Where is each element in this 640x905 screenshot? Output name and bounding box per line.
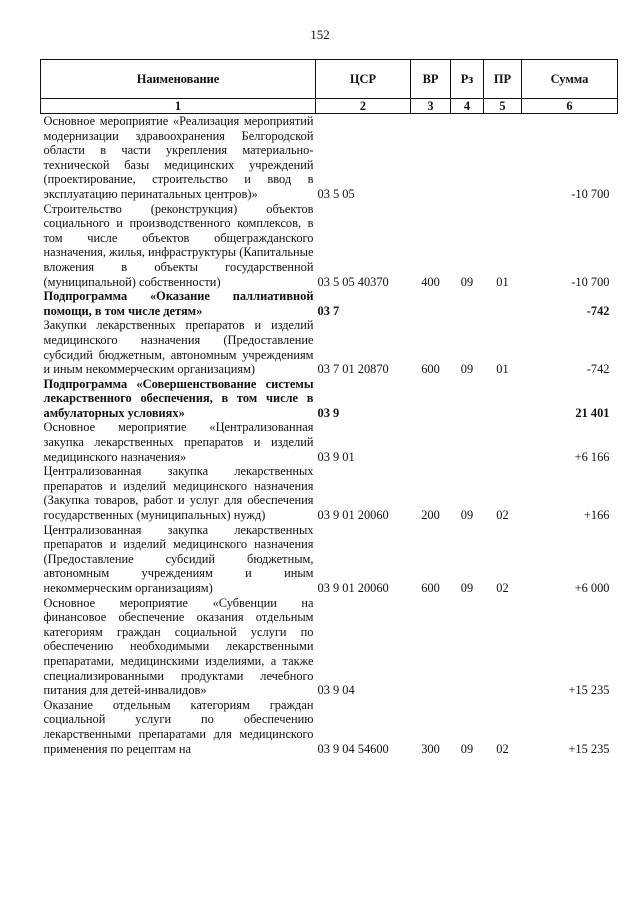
column-number-row <box>41 99 618 114</box>
row-vr: 200 <box>421 508 440 523</box>
row-pr: 02 <box>496 741 509 756</box>
header-rz: Рз <box>451 60 484 99</box>
row-sum: +15 235 <box>568 741 610 756</box>
row-name: Закупки лекарственных препаратов и изделий медицинского назначения (Предоставление субсидий бюджетным, автономным учреждениям и иным некоммерческим организациям) <box>43 318 314 377</box>
table-row <box>41 114 618 202</box>
row-rz: 09 <box>460 508 474 523</box>
row-vr: 600 <box>421 362 440 377</box>
row-csr: 03 9 04 54600 <box>317 741 389 756</box>
row-pr <box>484 377 522 421</box>
row-csr: 03 9 <box>317 405 340 420</box>
column-number: 1 <box>41 99 316 114</box>
row-csr: 03 9 01 20060 <box>317 581 389 595</box>
row-name: Строительство (реконструкция) объектов социального и производственного комплексов, в том числе объектов общегражданского назначения, жилья, инфраструктуры (Капитальные вложения в объекты государственной (муниципальной) собственности) <box>43 201 314 289</box>
row-name: Централизованная закупка лекарственных препаратов и изделий медицинского назначения (Закупка товаров, работ и услуг для обеспечения государственных (муниципальных) нужд) <box>43 464 314 523</box>
row-vr: 300 <box>421 741 440 756</box>
row-pr <box>484 289 522 318</box>
header-row <box>41 60 618 99</box>
row-sum: -10 700 <box>571 274 610 289</box>
header-vr: ВР <box>411 60 451 99</box>
row-rz: 09 <box>460 581 474 595</box>
column-number: 4 <box>451 99 484 114</box>
row-vr: 600 <box>421 581 440 595</box>
header-pr: ПР <box>484 60 522 99</box>
row-sum: 21 401 <box>575 405 610 420</box>
row-sum: +6 166 <box>574 449 610 464</box>
column-number: 6 <box>522 99 618 114</box>
table-row <box>41 318 618 376</box>
row-csr: 03 9 01 <box>317 449 355 464</box>
table-row <box>41 596 618 698</box>
row-pr: 01 <box>496 362 509 377</box>
row-rz <box>451 420 484 464</box>
row-name: Основное мероприятие «Централизованная закупка лекарственных препаратов и изделий медицинского назначения» <box>43 420 314 464</box>
row-name: Оказание отдельным категориям граждан социальной услуги по обеспечению лекарственными препаратами для медицинского применения по рецептам на <box>43 697 314 756</box>
row-pr: 01 <box>496 274 509 289</box>
row-vr: 400 <box>421 274 440 289</box>
table-row <box>41 464 618 522</box>
row-sum: +166 <box>583 508 610 523</box>
budget-table <box>40 59 618 756</box>
row-name: Подпрограмма «Оказание паллиативной помощи, в том числе детям» <box>43 289 314 318</box>
table-row <box>41 420 618 464</box>
row-rz: 09 <box>460 274 474 289</box>
row-name: Централизованная закупка лекарственных препаратов и изделий медицинского назначения (Предоставление субсидий бюджетным, автономным учреждениям и иным некоммерческим организациям) <box>43 522 314 595</box>
row-vr <box>411 114 451 202</box>
header-csr: ЦСР <box>316 60 411 99</box>
row-rz: 09 <box>460 741 474 756</box>
row-csr: 03 7 01 20870 <box>317 362 389 377</box>
row-pr: 02 <box>496 581 509 595</box>
table-row <box>41 523 618 596</box>
row-name: Основное мероприятие «Реализация мероприятий модернизации здравоохранения Белгородской области в части укрепления материально-технической базы медицинских учреждений (проектирование, строительство и ввод в эксплуатацию перинатальных центров)» <box>43 114 314 201</box>
row-vr <box>411 420 451 464</box>
row-rz <box>451 377 484 421</box>
header-name: Наименование <box>41 60 316 99</box>
row-sum: -10 700 <box>571 186 610 201</box>
row-rz <box>451 114 484 202</box>
row-rz <box>451 596 484 698</box>
row-name: Подпрограмма «Совершенствование системы лекарственного обеспечения, в том числе в амбулаторных условиях» <box>43 376 314 420</box>
row-sum: -742 <box>586 303 610 318</box>
row-sum: -742 <box>586 362 610 377</box>
row-sum: +6 000 <box>574 581 610 595</box>
row-name: Основное мероприятие «Субвенции на финансовое обеспечение оказания отдельным категориям граждан социальной услуги по обеспечению необходимыми лекарственными препаратами, медицинскими изделиями, а также специализированными продуктами лечебного питания для детей-инвалидов» <box>43 595 314 698</box>
column-number: 2 <box>316 99 411 114</box>
row-pr <box>484 420 522 464</box>
header-sum: Сумма <box>522 60 618 99</box>
table-row <box>41 377 618 421</box>
row-vr <box>411 596 451 698</box>
column-number: 5 <box>484 99 522 114</box>
row-vr <box>411 377 451 421</box>
row-vr <box>411 289 451 318</box>
row-rz: 09 <box>460 362 474 377</box>
page-number: 152 <box>310 27 330 42</box>
row-csr: 03 5 05 <box>317 186 355 201</box>
row-csr: 03 9 04 <box>317 683 355 698</box>
row-pr: 02 <box>496 508 509 523</box>
row-pr <box>484 114 522 202</box>
row-csr: 03 5 05 40370 <box>317 274 389 289</box>
row-csr: 03 9 01 20060 <box>317 508 389 523</box>
table-row <box>41 289 618 318</box>
table-row <box>41 698 618 756</box>
row-pr <box>484 596 522 698</box>
column-number: 3 <box>411 99 451 114</box>
row-rz <box>451 289 484 318</box>
row-sum: +15 235 <box>568 683 610 698</box>
table-row <box>41 202 618 290</box>
row-csr: 03 7 <box>317 303 340 318</box>
